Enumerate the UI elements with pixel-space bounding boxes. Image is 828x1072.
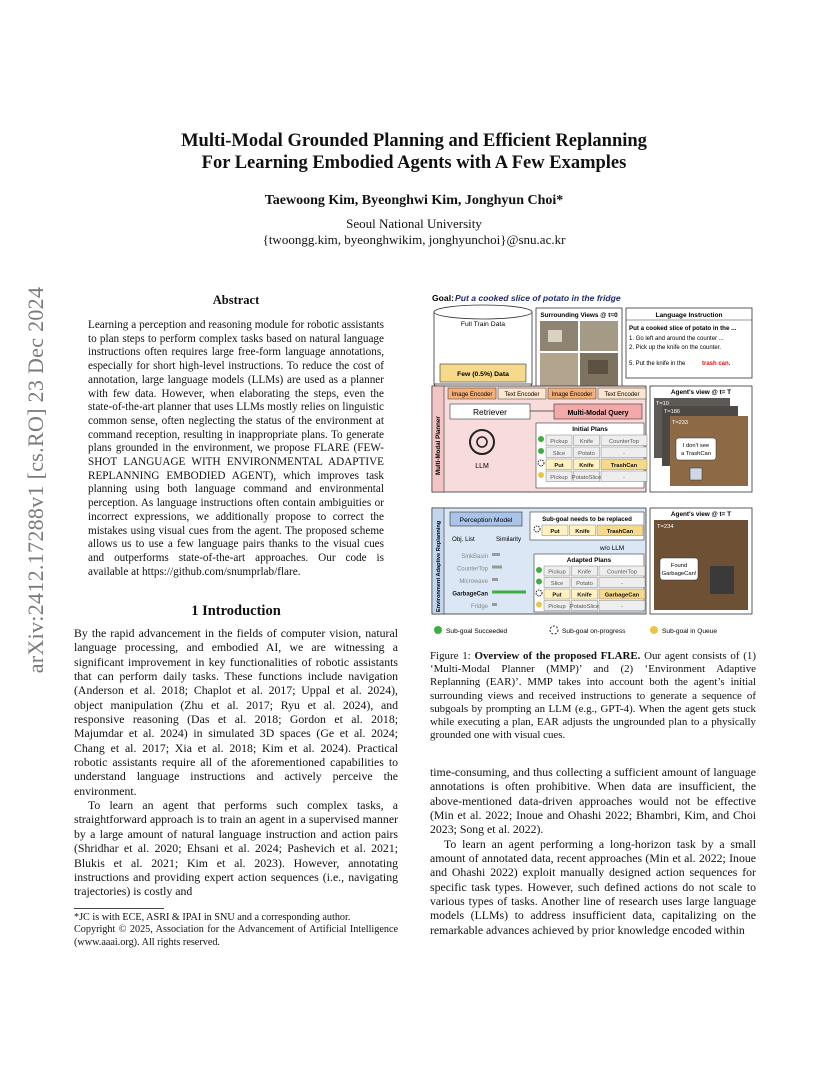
plan-cell-text: Put [554, 463, 564, 469]
plan-cell-text: Put [550, 529, 560, 535]
plan-cell-text: Slice [550, 581, 564, 587]
subgoal-status-queue [536, 602, 542, 608]
language-instruction-label: Language Instruction [655, 312, 723, 319]
legend-on-progress: Sub-goal on-progress [562, 628, 626, 635]
dont-see-speech-2: a TrashCan [681, 451, 711, 457]
intro-paragraph-2: To learn an agent that performs such complex tasks, a straightforward approach is to train an agent in a supervised manner by a large amount of natural language instruction and action pairs (Shridhar et al. 2020; Ehsani et al. 2024; Pashevich et al. 2021; Blukis et al. 2021; Kim et al. 2023). However, annotating instructions and providing expert action sequences (i.e., navigating trajectories) is costly and [74, 798, 398, 899]
plan-cell-text: Pickup [550, 475, 568, 481]
instruction-title: Put a cooked slice of potato in the ... [629, 325, 737, 332]
object-name: Fridge [470, 604, 488, 610]
image-encoder-2: Image Encoder [551, 392, 593, 398]
plan-cell-text: Knife [577, 592, 592, 599]
dont-see-speech: I don't see [682, 443, 710, 449]
few-data-label: Few (0.5%) Data [457, 371, 509, 378]
replace-row [534, 525, 643, 536]
subgoal-status-done [536, 567, 542, 573]
similarity-bar [492, 578, 498, 581]
full-train-data-label: Full Train Data [460, 321, 506, 328]
author-list: Taewoong Kim, Byeonghwi Kim, Jonghyun Choi* [264, 193, 564, 208]
footnote-copyright: Copyright © 2025, Association for the Advancement of Artificial Intelligence (www.aaai.org). All rights reserved. [74, 924, 398, 948]
llm-label: LLM [475, 463, 489, 470]
legend-succeeded: Sub-goal Succeeded [446, 628, 508, 635]
obj-list-label: Obj. List [452, 536, 475, 543]
t10-label: T=10 [656, 401, 669, 407]
text-encoder-1: Text Encoder [504, 392, 540, 398]
surrounding-views-panel [536, 308, 622, 390]
plan-cell-text: Knife [579, 463, 594, 469]
agent-view-top-label: Agent's view @ t= T [670, 389, 732, 396]
plan-cell-text: Potato [578, 451, 595, 457]
t186-label: T=186 [664, 409, 681, 415]
legend-in-queue: Sub-goal in Queue [662, 628, 717, 635]
ear-vertical-label: Environment Adaptive Replanning [436, 520, 442, 612]
right-paragraph-2: To learn an agent performing a long-horizon task by a small amount of annotated data, recent approaches (Min et al. 2022; Inoue and Ohashi 2022) exploit manually designed action sequences for specific task types. However, such defined actions do not scale to various types of tasks. Another line of research uses large language models (LLMs) to address insufficient data, capitalizing on the remarkable advances achieved by prior knowledge encoded within [430, 836, 756, 937]
plan-cell-text: PotatoSlice [569, 604, 600, 610]
similarity-bar [492, 566, 502, 569]
similarity-bar [492, 603, 497, 606]
plan-cell-text: Knife [579, 439, 594, 445]
retriever-box: Retriever [473, 407, 507, 417]
intro-paragraph-1: By the rapid advancement in the fields of computer vision, natural language processing, and embodied AI, we are witnessing a significant improvement in key functionalities of robotic assistants that can perform daily tasks. These functions include navigation (Anderson et al. 2018; Chaplot et al. 2017; Uppal et al. 2024), object manipulation (Zhu et al. 2017; Ryu et al. 2024), and responsive reasoning (Das et al. 2018; Gordon et al. 2018; Majumdar et al. 2024) in simulated 3D spaces (Ge et al. 2024; Chang et al. 2017; Xia et al. 2018; Kim et al. 2024). Practical robotic assistants require all of the aforementioned capabilities to understand language instructions and actively perceive the environment. [74, 626, 398, 798]
agent-view-top-panel [650, 386, 752, 492]
abstract-heading: Abstract [212, 293, 260, 307]
instruction-step-2: 2. Pick up the knife on the counter. [629, 345, 722, 351]
plan-cell-text: - [623, 451, 625, 457]
similarity-bar [492, 553, 500, 556]
affiliation: Seoul National University [346, 216, 482, 231]
subgoal-status-done [536, 579, 542, 585]
plan-cell-text: Pickup [548, 604, 566, 610]
caption-text: Our agent consists of (1) ‘Multi-Modal Planner (MMP)’ and (2) ‘Environment Adaptive Replanning (EAR)’. MMP takes into account both the agent’s initial surrounding views and received instructions to generate a sequence of subgoals by prompting an LLM (e.g., GPT-4). When the agent gets stuck while executing a plan, EAR adjusts the ungrounded plan to a physically grounded one with visual cues. [430, 650, 756, 742]
object-name: CounterTop [456, 566, 488, 573]
similarity-label: Similarity [496, 536, 522, 543]
caption-label: Figure 1: [430, 650, 471, 662]
image-encoder-1: Image Encoder [451, 392, 493, 398]
agent-view-bottom-label: Agent's view @ t= T [670, 511, 732, 518]
plan-cell-text: Pickup [548, 569, 566, 576]
subgoal-replace-label: Sub-goal needs to be replaced [542, 516, 632, 523]
object-name: GarbageCan [452, 591, 488, 598]
right-column-body [430, 765, 756, 937]
figure-1-overview [430, 290, 756, 642]
email-list: {twoongg.kim, byeonghwikim, jonghyunchoi}@snu.ac.kr [262, 232, 566, 247]
initial-plans-label: Initial Plans [572, 426, 608, 433]
subgoal-status-queue [538, 472, 544, 478]
plan-cell-text: - [621, 604, 623, 610]
footnote-corresponding-author: *JC is with ECE, ASRI & IPAI in SNU and a corresponding author. [74, 912, 351, 923]
similarity-bar [492, 591, 526, 594]
agent-view-bottom-panel [650, 508, 752, 614]
figure-legend [434, 626, 717, 635]
plan-cell-text: GarbageCan [604, 592, 640, 599]
subgoal-status-done [538, 436, 544, 442]
mmp-vertical-label: Multi-Modal Planner [435, 416, 442, 475]
plan-cell-text: TrashCan [610, 463, 638, 469]
plan-cell-text: CounterTop [609, 439, 639, 445]
plan-cell-text: Knife [577, 569, 592, 576]
train-data-cylinder [434, 305, 532, 391]
t233-label: T=233 [672, 420, 689, 426]
found-speech: Found [670, 563, 688, 569]
plan-cell-text: CounterTop [607, 569, 637, 576]
plan-cell-text: - [623, 475, 625, 481]
multimodal-planner-block [432, 386, 647, 492]
wo-llm-label: w/o LLM [600, 545, 625, 552]
arxiv-sidebar-stamp [14, 270, 58, 690]
figure-1-caption [430, 650, 756, 742]
object-name: SinkBasin [461, 554, 488, 560]
abstract-text: Learning a perception and reasoning module for robotic assistants to plan steps to perform complex tasks based on natural language instructions often requires large free-form language annotations, especially for short high-level instructions. To reduce the cost of annotation, large language models (LLMs) are used as a planner with few data. However, when elaborating the steps, even the state-of-the-art planner that uses LLMs mostly relies on linguistic common sense, often neglecting the status of the environment at command reception, resulting in inappropriate plans. To generate plans grounded in the environment, we propose FLARE (FEW-SHOT LANGUAGE WITH ENVIRONMENTAL ADAPTIVE REPLANNING EMBODIED AGENT), which improves task planning using both language command and environmental perception. As language instructions often contain ambiguities or incorrect expressions, we additionally propose to correct the mistakes using visual cues from the agent. The proposed scheme allows us to use a few language pairs thanks to the visual cues and outperforms state-of-the-art approaches. Our code is available at https://github.com/snumprlab/flare. [88, 319, 384, 578]
introduction-body [74, 626, 398, 899]
footnote-rule [74, 908, 164, 909]
object-name: Microwave [459, 579, 488, 585]
adapted-plans-label: Adapted Plans [566, 557, 612, 564]
t234-label: T=234 [657, 524, 674, 530]
goal-text: Put a cooked slice of potato in the fridge [455, 293, 621, 303]
ear-block [432, 508, 646, 614]
title-line-1: Multi-Modal Grounded Planning and Efficient Replanning [181, 131, 647, 151]
plan-cell-text: Knife [575, 529, 590, 535]
plan-cell-text: Pickup [550, 439, 568, 445]
instruction-trash-can: trash can. [702, 361, 731, 367]
section-heading-introduction: 1 Introduction [191, 603, 281, 619]
surrounding-views-label: Surrounding Views @ t=0 [540, 312, 618, 319]
text-encoder-2: Text Encoder [604, 392, 640, 398]
found-speech-2: GarbageCan! [661, 571, 697, 577]
affiliation-block [100, 216, 728, 248]
plan-cell-text: TrashCan [606, 529, 634, 535]
plan-cell-text: Put [552, 592, 562, 599]
caption-bold: Overview of the proposed FLARE. [474, 650, 641, 662]
goal-label: Goal: [432, 293, 454, 303]
plan-cell-text: - [621, 581, 623, 587]
plan-cell-text: PotatoSlice [571, 475, 602, 481]
language-instruction-panel [626, 308, 752, 378]
figure-1-diagram [430, 290, 756, 642]
footnotes [74, 912, 398, 949]
right-paragraph-1: time-consuming, and thus collecting a sufficient amount of language annotations is often prohibitive. When data are insufficient, the above-mentioned data-driven approaches would not be effective (Min et al. 2022; Inoue and Ohashi 2022; Bhambri, Kim, and Choi 2023; Song et al. 2022). [430, 765, 756, 837]
arxiv-identifier: arXiv:2412.17288v1 [cs.RO] 23 Dec 2024 [23, 286, 48, 674]
instruction-step-1: 1. Go left and around the counter ... [629, 336, 724, 342]
plan-cell-text: Slice [552, 451, 566, 457]
plan-cell-text: Potato [576, 581, 593, 587]
instruction-step-5: 5. Put the knife in the [629, 361, 686, 367]
subgoal-status-done [538, 448, 544, 454]
title-line-2: For Learning Embodied Agents with A Few Examples [201, 153, 627, 173]
multimodal-query-box: Multi-Modal Query [567, 410, 629, 417]
paper-title [100, 130, 728, 174]
perception-model-box: Perception Model [459, 517, 513, 524]
